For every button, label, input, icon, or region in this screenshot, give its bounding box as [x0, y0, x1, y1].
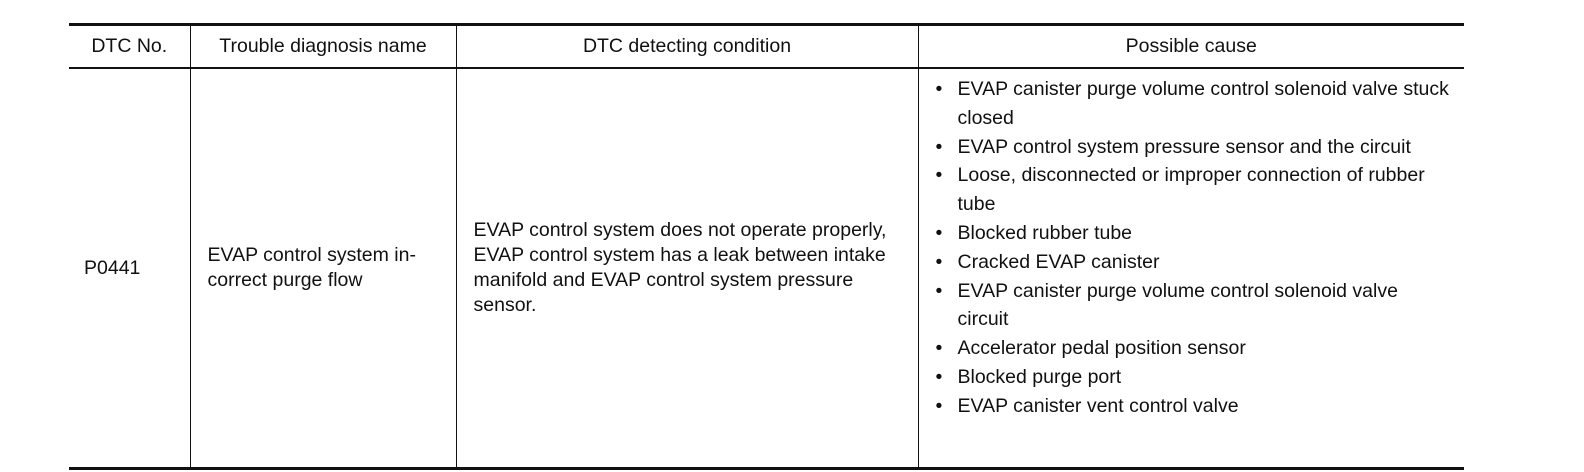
header-possible-cause: Possible cause: [918, 25, 1464, 69]
bullet-icon: •: [935, 164, 943, 187]
cause-text: Loose, disconnected or improper connection of rubber tube: [957, 164, 1425, 216]
cause-text: EVAP control system pressure sensor and the circuit: [957, 135, 1411, 158]
list-item: [935, 363, 1455, 392]
cause-text: EVAP canister purge volume control solenoid valve circuit: [957, 279, 1398, 331]
list-item: [935, 334, 1455, 363]
table-row: [69, 68, 1464, 469]
possible-cause-list: [935, 75, 1455, 421]
dtc-table: [69, 23, 1464, 470]
header-trouble-name: Trouble diagnosis name: [190, 25, 456, 69]
trouble-name-cell: EVAP control system in-correct purge flow: [190, 68, 456, 469]
list-item: [935, 277, 1455, 335]
cause-text: EVAP canister vent control valve: [957, 394, 1239, 417]
cause-text: Blocked rubber tube: [957, 221, 1133, 244]
bullet-icon: •: [935, 337, 943, 360]
table-header-row: [69, 25, 1464, 69]
list-item: [935, 161, 1455, 219]
list-item: [935, 75, 1455, 133]
bullet-icon: •: [935, 78, 943, 100]
bullet-icon: •: [935, 135, 943, 158]
list-item: [935, 248, 1455, 277]
cause-text: EVAP canister purge volume control solenoid valve stuck closed: [957, 78, 1449, 129]
cause-text: Blocked purge port: [957, 365, 1122, 388]
bullet-icon: •: [935, 221, 943, 244]
possible-cause-cell: [918, 68, 1464, 469]
bullet-icon: •: [935, 394, 943, 417]
list-item: [935, 392, 1455, 421]
detecting-condition-cell: EVAP control system does not operate properly, EVAP control system has a leak between intake manifold and EVAP control system pressure sensor.: [456, 68, 918, 469]
bullet-icon: •: [935, 279, 943, 302]
list-item: [935, 219, 1455, 248]
bullet-icon: •: [935, 365, 943, 388]
bullet-icon: •: [935, 250, 943, 273]
cause-text: Cracked EVAP canister: [957, 250, 1160, 273]
header-detecting-condition: DTC detecting condition: [456, 25, 918, 69]
list-item: [935, 133, 1455, 162]
cause-text: Accelerator pedal position sensor: [957, 337, 1246, 360]
dtc-number-cell: P0441: [69, 68, 190, 469]
header-dtc-no: DTC No.: [69, 25, 190, 69]
